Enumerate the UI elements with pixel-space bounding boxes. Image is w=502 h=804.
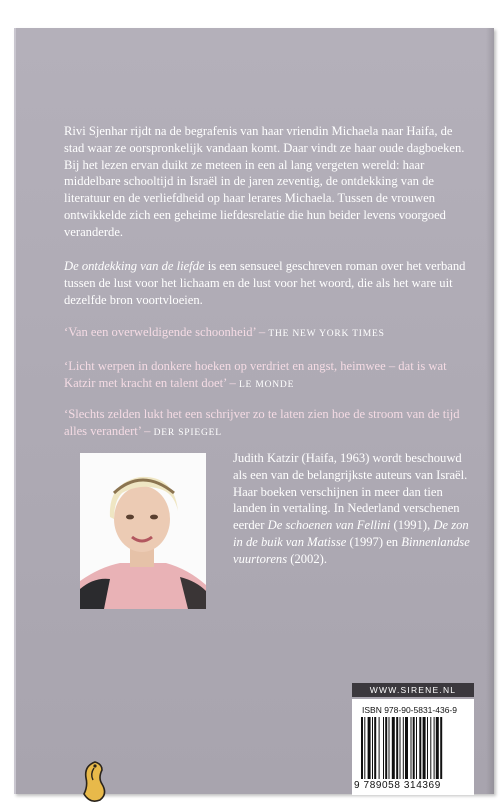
barcode-bar	[392, 717, 395, 779]
book-back-cover	[14, 28, 494, 794]
barcode-bar	[427, 717, 428, 779]
barcode-bar	[440, 717, 442, 779]
quote-text: ‘Slechts zelden lukt het een schrijver zo te laten zien hoe de stroom van de tijd alles verandert’ –	[64, 407, 460, 438]
barcode-bar	[411, 717, 412, 779]
barcode-bar	[436, 717, 439, 779]
review-quote-1	[64, 324, 474, 343]
book-title: De ontdekking van de liefde	[64, 259, 205, 273]
review-quote-2	[64, 358, 474, 394]
barcode-icon	[361, 717, 465, 779]
book-title: Binnenlandse vuurtorens	[233, 534, 470, 566]
barcode-bar	[419, 717, 421, 779]
barcode-bar	[379, 717, 380, 779]
barcode-bar	[372, 717, 373, 779]
description-paragraph	[64, 258, 474, 308]
barcode-number: 9 789058 314369	[354, 780, 441, 791]
bio-text: (2002).	[287, 551, 327, 566]
quote-source: LE MONDE	[238, 379, 295, 390]
quote-text: ‘Van een overweldigende schoonheid’ –	[64, 325, 269, 339]
barcode-bar	[374, 717, 376, 779]
quote-source: THE NEW YORK TIMES	[268, 329, 385, 339]
bio-text: Judith Katzir (Haifa, 1963) wordt beschouwd als een van de belangrijkste auteurs van Israël. Haar boeken verschijnen in meer dan tien landen in vertaling. In Nederland verschenen eerder	[233, 451, 468, 533]
publisher-logo-icon	[80, 760, 110, 804]
blurb-paragraph: Rivi Sjenhar rijdt na de begrafenis van haar vriendin Michaela naar Haifa, de stad waar ze oorspronkelijk vandaan komt. Daar vindt ze haar oude dagboeken. Bij het lezen ervan duikt ze meteen in een al lang vergeten wereld: haar middelbare schooltijd in Israël in de jaren zeventig, de ontdekking van de literatuur en de verliefdheid op haar lerares Michaela. Tussen de vrouwen ontwikkelde zich een geheime liefdesrelatie die hun beider levens voorgoed veranderde.	[64, 124, 465, 239]
barcode-bar	[364, 717, 365, 779]
barcode-bar	[383, 717, 384, 779]
barcode-box	[352, 699, 474, 795]
barcode-bar	[416, 717, 417, 779]
barcode-bar	[400, 717, 401, 779]
review-quote-3	[64, 406, 474, 442]
bio-text: (1991),	[390, 518, 434, 533]
barcode-bar	[405, 717, 408, 779]
publisher-url: WWW.SIRENE.NL	[352, 683, 474, 697]
author-portrait-image	[80, 453, 206, 609]
barcode-bar	[403, 717, 404, 779]
barcode-bar	[430, 717, 431, 779]
bio-text: (1997) en	[346, 534, 402, 549]
barcode-bar	[396, 717, 398, 779]
author-photo	[80, 453, 206, 609]
barcode-bar	[368, 717, 371, 779]
book-title: De zon in de buik van Matisse	[233, 518, 469, 549]
barcode-bar	[389, 717, 390, 779]
book-title: De schoenen van Fellini	[267, 518, 391, 533]
author-bio	[233, 450, 475, 568]
isbn-label: ISBN 978-90-5831-436-9	[362, 705, 457, 715]
description-text: is een sensueel geschreven roman over het verband tussen de lust voor het lichaam en de lust voor het woord, die als het ware uit dezelfde bron voortvloeien.	[64, 259, 466, 307]
quote-source: DER SPIEGEL	[153, 427, 222, 438]
barcode-bar	[413, 717, 415, 779]
barcode-bar	[385, 717, 387, 779]
barcode-bar	[361, 717, 363, 779]
barcode-bar	[434, 717, 435, 779]
barcode-bar	[423, 717, 426, 779]
quote-text: ‘Licht werpen in donkere hoeken op verdriet en angst, heimwee – dat is wat Katzir met kracht en talent doet’ –	[64, 359, 447, 390]
